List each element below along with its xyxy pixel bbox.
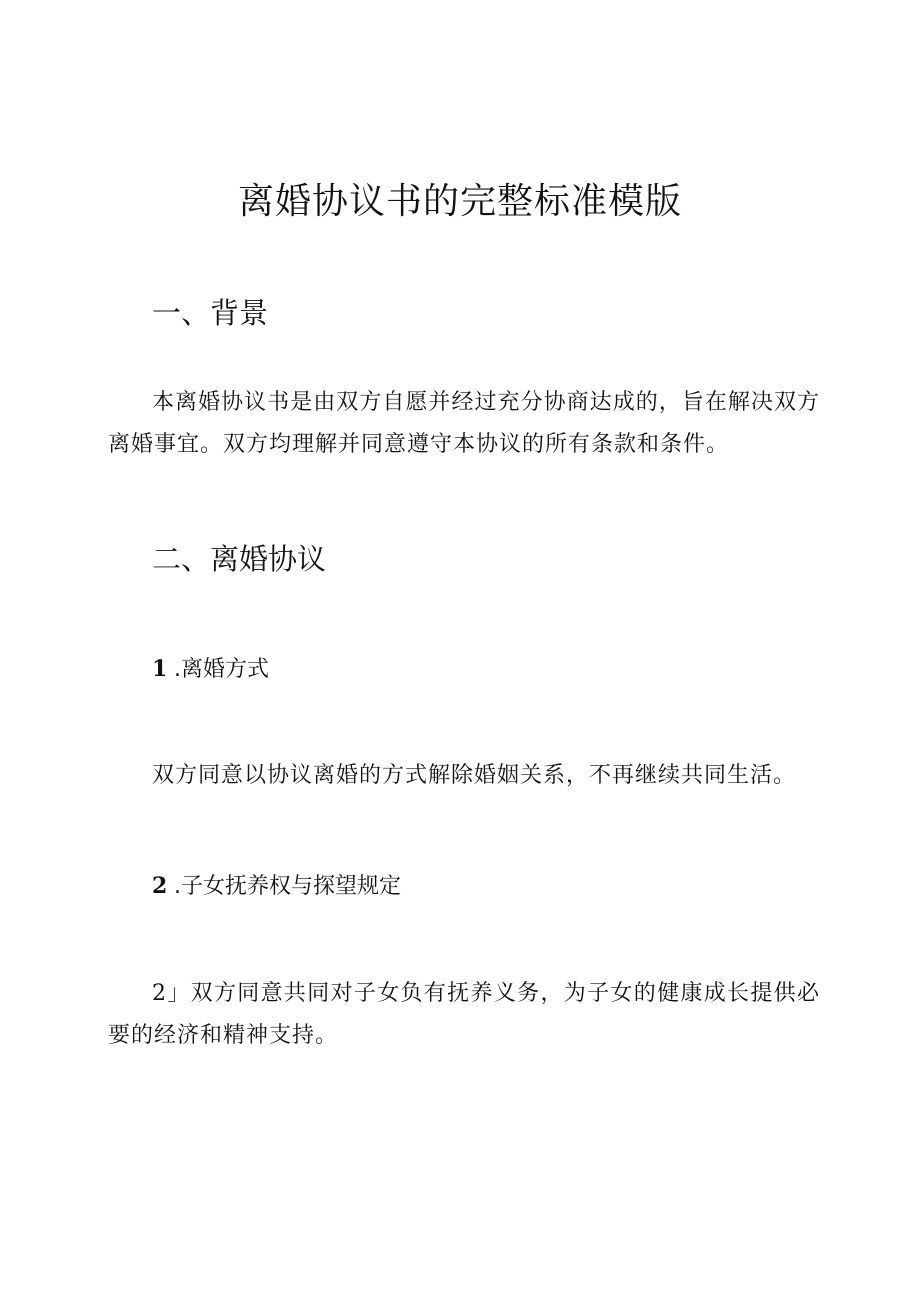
subheading-number: 1 (152, 656, 168, 682)
section-heading-divorce-agreement: 二、离婚协议 (152, 542, 327, 576)
subheading-label: .离婚方式 (174, 657, 269, 682)
divorce-method-paragraph: 双方同意以协议离婚的方式解除婚姻关系，不再继续共同生活。 (152, 763, 797, 788)
subheading-number: 2 (152, 873, 168, 899)
section-heading-background: 一、背景 (152, 296, 269, 330)
subheading-divorce-method (152, 653, 269, 686)
document-title: 离婚协议书的完整标准模版 (237, 181, 682, 222)
background-paragraph: 本离婚协议书是由双方自愿并经过充分协商达成的，旨在解决双方离婚事宜。双方均理解并同意遵守本协议的所有条款和条件。 (108, 390, 820, 457)
subheading-child-custody (152, 870, 401, 903)
child-custody-paragraph: 2」双方同意共同对子女负有抚养义务，为子女的健康成长提供必要的经济和精神支持。 (108, 981, 820, 1048)
subheading-label: .子女抚养权与探望规定 (174, 874, 401, 899)
